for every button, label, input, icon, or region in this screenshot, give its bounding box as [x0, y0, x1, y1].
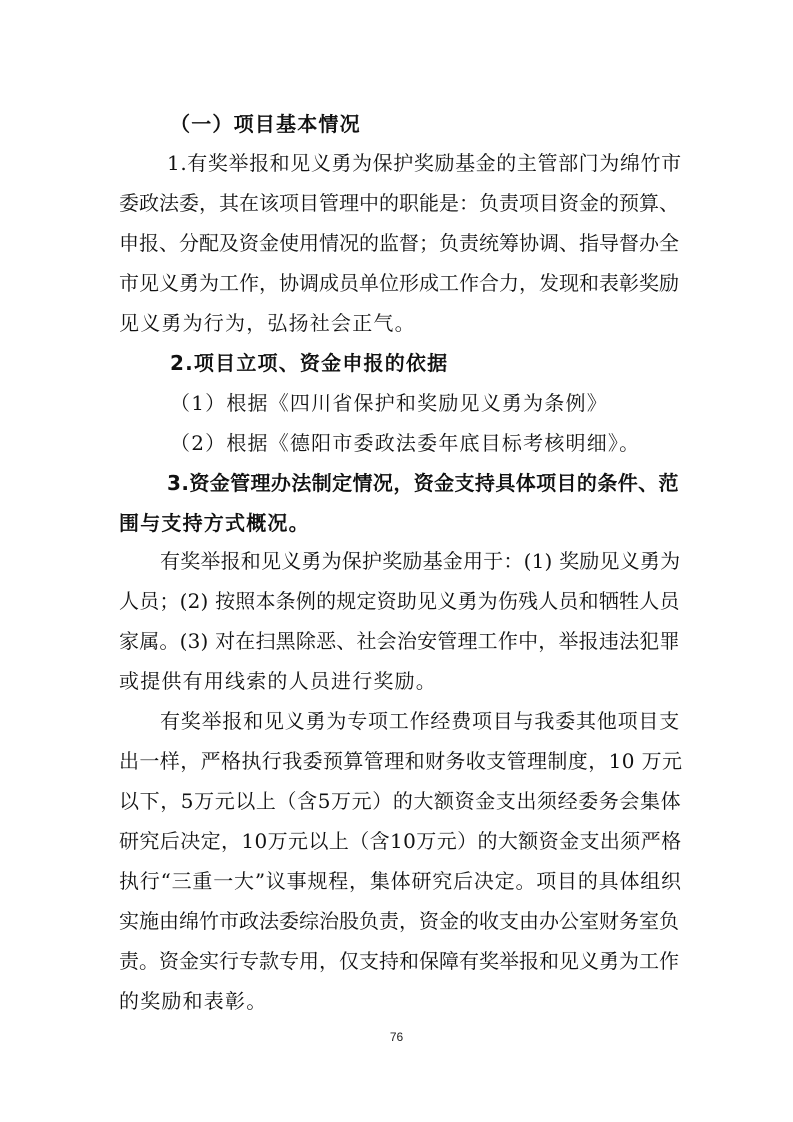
paragraph-3-line-1: 有奖举报和见义勇为专项工作经费项目与我委其他项目支: [160, 709, 680, 733]
paragraph-3-line-6: 实施由绵竹市政法委综治股负责，资金的收支由办公室财务室负: [119, 909, 679, 933]
paragraph-3-line-7: 责。资金实行专款专用，仅支持和保障有奖举报和见义勇为工作: [119, 949, 679, 973]
paragraph-2-line-2: 人员；(2) 按照本条例的规定资助见义勇为伤残人员和牺牲人员: [119, 589, 680, 613]
section-heading: （一）项目基本情况: [170, 112, 361, 136]
paragraph-3-line-4: 研究后决定，10万元以上（含10万元）的大额资金支出须严格: [119, 829, 682, 853]
paragraph-3-line-3: 以下，5万元以上（含5万元）的大额资金支出须经委务会集体: [119, 789, 682, 813]
paragraph-1-line-1: 1.有奖举报和见义勇为保护奖励基金的主管部门为绵竹市: [167, 151, 682, 175]
paragraph-1-line-2: 委政法委，其在该项目管理中的职能是：负责项目资金的预算、: [119, 191, 679, 215]
paragraph-3-line-8: 的奖励和表彰。: [119, 989, 268, 1013]
paragraph-1-line-3: 申报、分配及资金使用情况的监督；负责统筹协调、指导督办全: [119, 231, 679, 255]
heading-3-line-2: 围与支持方式概况。: [119, 511, 310, 535]
page-number: 76: [389, 1030, 404, 1044]
paragraph-2-line-1: 有奖举报和见义勇为保护奖励基金用于：(1) 奖励见义勇为: [160, 549, 681, 573]
paragraph-2-line-3: 家属。(3) 对在扫黑除恶、社会治安管理工作中，举报违法犯罪: [119, 629, 680, 653]
heading-2: 2.项目立项、资金申报的依据: [170, 351, 449, 375]
paragraph-3-line-5: 执行“三重一大”议事规程，集体研究后决定。项目的具体组织: [119, 869, 682, 893]
heading-3-line-1: 3.资金管理办法制定情况，资金支持具体项目的条件、范: [167, 471, 679, 495]
paragraph-2-line-4: 或提供有用线索的人员进行奖励。: [119, 669, 437, 693]
paragraph-3-line-2: 出一样，严格执行我委预算管理和财务收支管理制度，10 万元: [119, 749, 683, 773]
paragraph-1-line-4: 市见义勇为工作，协调成员单位形成工作合力，发现和表彰奖励: [119, 271, 679, 295]
basis-item-1: （1）根据《四川省保护和奖励见义勇为条例》: [170, 391, 608, 415]
basis-item-2: （2）根据《德阳市委政法委年底目标考核明细》。: [170, 431, 641, 455]
paragraph-1-line-5: 见义勇为行为，弘扬社会正气。: [119, 311, 416, 335]
